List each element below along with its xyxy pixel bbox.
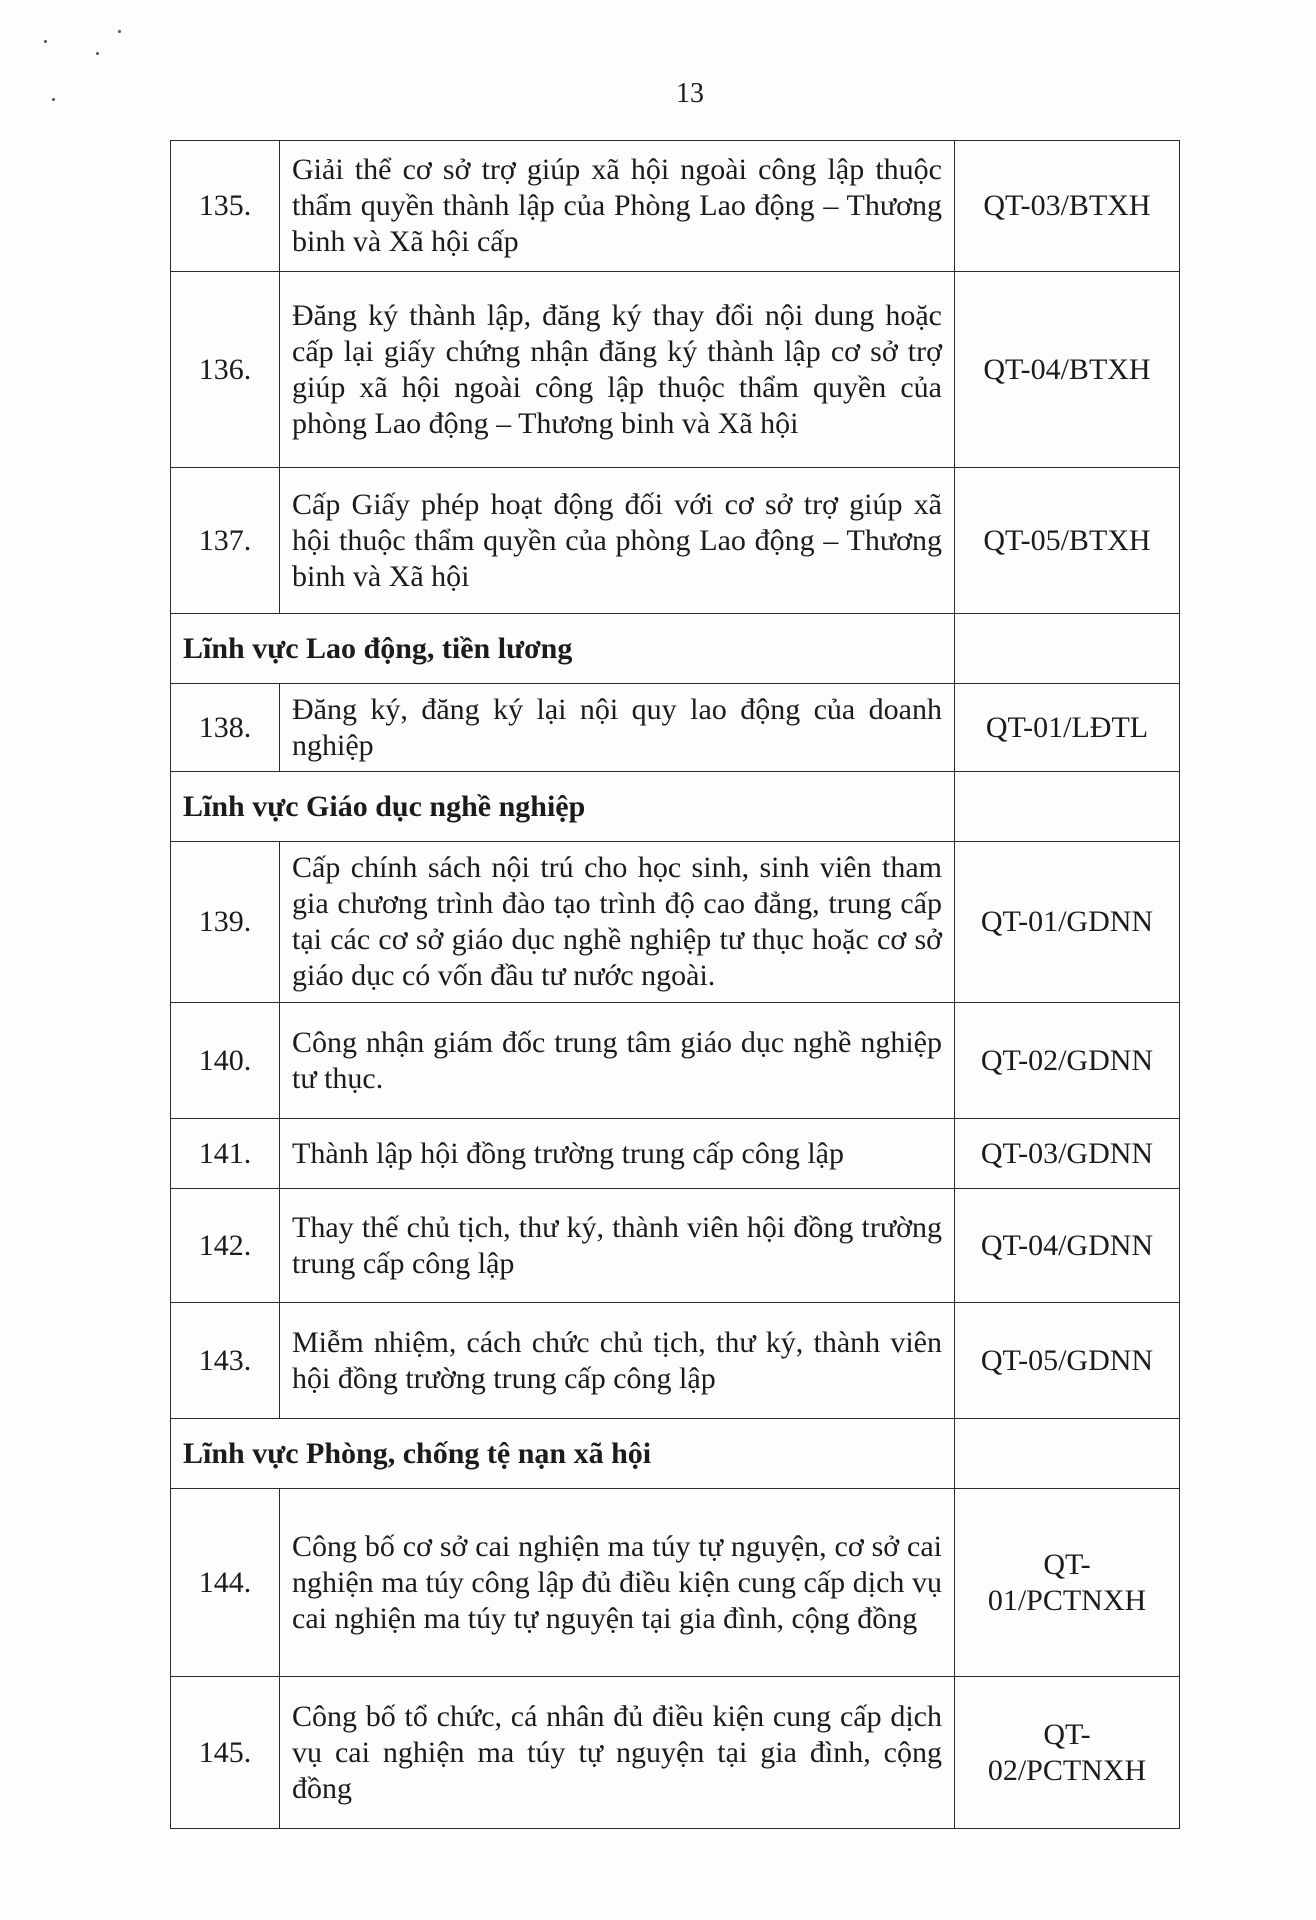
procedure-row — [171, 1677, 1180, 1829]
section-row — [171, 1419, 1180, 1489]
procedure-number: 137. — [171, 468, 280, 614]
scan-speck — [44, 40, 47, 43]
procedure-number: 142. — [171, 1189, 280, 1303]
procedure-code: QT-05/BTXH — [955, 468, 1180, 614]
procedure-name: Cấp Giấy phép hoạt động đối với cơ sở trợ giúp xã hội thuộc thẩm quyền của phòng Lao động – Thương binh và Xã hội — [280, 468, 955, 614]
procedure-number: 135. — [171, 141, 280, 272]
procedure-number: 139. — [171, 842, 280, 1003]
procedure-row — [171, 1489, 1180, 1677]
section-title: Lĩnh vực Giáo dục nghề nghiệp — [171, 772, 955, 842]
procedure-name: Công bố cơ sở cai nghiện ma túy tự nguyện, cơ sở cai nghiện ma túy công lập đủ điều kiện cung cấp dịch vụ cai nghiện ma túy tự nguyện tại gia đình, cộng đồng — [280, 1489, 955, 1677]
procedure-number: 144. — [171, 1489, 280, 1677]
procedure-row — [171, 141, 1180, 272]
page-number: 13 — [676, 78, 704, 109]
procedure-code: QT-03/GDNN — [955, 1119, 1180, 1189]
procedure-name: Đăng ký thành lập, đăng ký thay đổi nội dung hoặc cấp lại giấy chứng nhận đăng ký thành lập cơ sở trợ giúp xã hội ngoài công lập thuộc thẩm quyền của phòng Lao động – Thương binh và Xã hội — [280, 272, 955, 468]
procedure-code: QT-02/GDNN — [955, 1003, 1180, 1119]
procedure-name: Đăng ký, đăng ký lại nội quy lao động của doanh nghiệp — [280, 684, 955, 772]
procedure-row — [171, 468, 1180, 614]
procedure-table — [170, 140, 1180, 1829]
procedure-table-body — [171, 141, 1180, 1829]
procedure-row — [171, 1303, 1180, 1419]
procedure-row — [171, 1003, 1180, 1119]
procedure-name: Miễm nhiệm, cách chức chủ tịch, thư ký, thành viên hội đồng trường trung cấp công lập — [280, 1303, 955, 1419]
section-code-cell — [955, 1419, 1180, 1489]
section-title: Lĩnh vực Lao động, tiền lương — [171, 614, 955, 684]
procedure-code: QT-04/BTXH — [955, 272, 1180, 468]
procedure-code: QT-01/PCTNXH — [955, 1489, 1180, 1677]
procedure-code: QT-01/GDNN — [955, 842, 1180, 1003]
section-code-cell — [955, 772, 1180, 842]
procedure-number: 143. — [171, 1303, 280, 1419]
procedure-code: QT-03/BTXH — [955, 141, 1180, 272]
procedure-number: 141. — [171, 1119, 280, 1189]
procedure-name: Công nhận giám đốc trung tâm giáo dục nghề nghiệp tư thục. — [280, 1003, 955, 1119]
procedure-code: QT-01/LĐTL — [955, 684, 1180, 772]
procedure-number: 136. — [171, 272, 280, 468]
procedure-row — [171, 842, 1180, 1003]
procedure-code: QT-05/GDNN — [955, 1303, 1180, 1419]
scan-speck — [118, 30, 121, 33]
procedure-name: Thành lập hội đồng trường trung cấp công lập — [280, 1119, 955, 1189]
procedure-name: Giải thể cơ sở trợ giúp xã hội ngoài công lập thuộc thẩm quyền thành lập của Phòng Lao động – Thương binh và Xã hội cấp — [280, 141, 955, 272]
section-title: Lĩnh vực Phòng, chống tệ nạn xã hội — [171, 1419, 955, 1489]
procedure-code: QT-04/GDNN — [955, 1189, 1180, 1303]
section-row — [171, 772, 1180, 842]
procedure-number: 145. — [171, 1677, 280, 1829]
procedure-number: 140. — [171, 1003, 280, 1119]
procedure-name: Cấp chính sách nội trú cho học sinh, sinh viên tham gia chương trình đào tạo trình độ cao đẳng, trung cấp tại các cơ sở giáo dục nghề nghiệp tư thục hoặc cơ sở giáo dục có vốn đầu tư nước ngoài. — [280, 842, 955, 1003]
procedure-row — [171, 684, 1180, 772]
scan-speck — [96, 52, 99, 55]
procedure-row — [171, 1119, 1180, 1189]
procedure-code: QT-02/PCTNXH — [955, 1677, 1180, 1829]
procedure-row — [171, 272, 1180, 468]
section-row — [171, 614, 1180, 684]
procedure-row — [171, 1189, 1180, 1303]
procedure-name: Công bố tổ chức, cá nhân đủ điều kiện cung cấp dịch vụ cai nghiện ma túy tự nguyện tại gia đình, cộng đồng — [280, 1677, 955, 1829]
procedure-number: 138. — [171, 684, 280, 772]
procedure-name: Thay thế chủ tịch, thư ký, thành viên hội đồng trường trung cấp công lập — [280, 1189, 955, 1303]
section-code-cell — [955, 614, 1180, 684]
